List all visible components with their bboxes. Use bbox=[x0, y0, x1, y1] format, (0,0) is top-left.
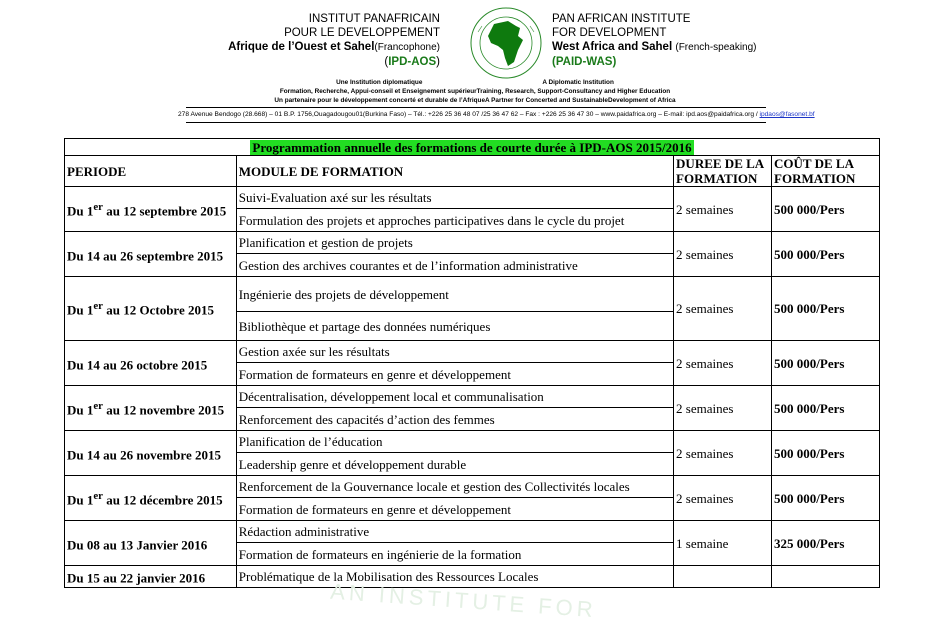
tagline-fr: Une Institution diplomatique bbox=[336, 79, 423, 86]
tagline bbox=[180, 78, 770, 105]
duration-cell: 2 semaines bbox=[674, 232, 772, 277]
table-title: Programmation annuelle des formations de courte durée à IPD-AOS 2015/2016 bbox=[65, 139, 880, 156]
table-row bbox=[65, 341, 880, 363]
period-cell: Du 1er au 12 Octobre 2015 bbox=[65, 277, 237, 341]
period-cell: Du 14 au 26 septembre 2015 bbox=[65, 232, 237, 277]
acronym-fr: (IPD-AOS) bbox=[384, 56, 440, 68]
module-cell: Formulation des projets et approches participatives dans le cycle du projet bbox=[236, 209, 673, 232]
table-title-row bbox=[65, 139, 880, 156]
table-row bbox=[65, 187, 880, 209]
region-fr: Afrique de l’Ouest et Sahel(Francophone) bbox=[228, 41, 440, 53]
period-cell: Du 1er au 12 septembre 2015 bbox=[65, 187, 237, 232]
module-cell: Renforcement des capacités d’action des femmes bbox=[236, 408, 673, 431]
module-cell: Formation de formateurs en genre et développement bbox=[236, 498, 673, 521]
contact-address: 278 Avenue Bendogo (28.668) – 01 B.P. 1756,Ouagadougou01(Burkina Faso) – Tél.: +226 25 36 48 07 /25 36 47 62 – Fax : +226 25 36 47 30 – www.paidafrica.org – E-mail: ipd.aos@paidafrica.org / ipdaos@fasonet.bf bbox=[178, 111, 815, 118]
cost-cell: 500 000/Pers bbox=[772, 431, 880, 476]
module-cell: Formation de formateurs en genre et développement bbox=[236, 363, 673, 386]
training-schedule-table bbox=[64, 138, 880, 588]
header-cout: COÛT DE LA FORMATION bbox=[772, 156, 880, 187]
duration-cell bbox=[674, 566, 772, 588]
table-row bbox=[65, 521, 880, 543]
duration-cell: 2 semaines bbox=[674, 476, 772, 521]
duration-cell: 2 semaines bbox=[674, 341, 772, 386]
period-cell: Du 14 au 26 novembre 2015 bbox=[65, 431, 237, 476]
acronym-en: (PAID-WAS) bbox=[552, 56, 617, 68]
table-row bbox=[65, 232, 880, 254]
table-header-row bbox=[65, 156, 880, 187]
period-cell: Du 15 au 22 janvier 2016 bbox=[65, 566, 237, 588]
module-cell: Décentralisation, développement local et communalisation bbox=[236, 386, 673, 408]
address-divider bbox=[186, 122, 766, 123]
cost-cell: 500 000/Pers bbox=[772, 187, 880, 232]
table-row bbox=[65, 277, 880, 312]
period-cell: Du 08 au 13 Janvier 2016 bbox=[65, 521, 237, 566]
module-cell: Gestion axée sur les résultats bbox=[236, 341, 673, 363]
module-cell: Formation de formateurs en ingénierie de la formation bbox=[236, 543, 673, 566]
module-cell: Bibliothèque et partage des données numériques bbox=[236, 312, 673, 341]
duration-cell: 2 semaines bbox=[674, 431, 772, 476]
table-row bbox=[65, 566, 880, 588]
table-row bbox=[65, 431, 880, 453]
duration-cell: 2 semaines bbox=[674, 386, 772, 431]
module-cell: Renforcement de la Gouvernance locale et gestion des Collectivités locales bbox=[236, 476, 673, 498]
module-cell: Gestion des archives courantes et de l’information administrative bbox=[236, 254, 673, 277]
institute-name-fr-2: POUR LE DEVELOPPEMENT bbox=[284, 27, 440, 39]
module-cell: Rédaction administrative bbox=[236, 521, 673, 543]
module-cell: Planification de l’éducation bbox=[236, 431, 673, 453]
region-en: West Africa and Sahel (French-speaking) bbox=[552, 41, 757, 53]
module-cell: Planification et gestion de projets bbox=[236, 232, 673, 254]
period-cell: Du 1er au 12 décembre 2015 bbox=[65, 476, 237, 521]
cost-cell: 500 000/Pers bbox=[772, 341, 880, 386]
cost-cell bbox=[772, 566, 880, 588]
watermark: AN INSTITUTE FOR bbox=[329, 578, 598, 623]
module-cell: Suivi-Evaluation axé sur les résultats bbox=[236, 187, 673, 209]
header-right bbox=[552, 12, 812, 69]
cost-cell: 500 000/Pers bbox=[772, 476, 880, 521]
duration-cell: 1 semaine bbox=[674, 521, 772, 566]
module-cell: Leadership genre et développement durable bbox=[236, 453, 673, 476]
period-cell: Du 1er au 12 novembre 2015 bbox=[65, 386, 237, 431]
cost-cell: 325 000/Pers bbox=[772, 521, 880, 566]
table-row bbox=[65, 386, 880, 408]
duration-cell: 2 semaines bbox=[674, 187, 772, 232]
table-row bbox=[65, 476, 880, 498]
institute-name-en-1: PAN AFRICAN INSTITUTE bbox=[552, 13, 691, 25]
cost-cell: 500 000/Pers bbox=[772, 386, 880, 431]
header-divider bbox=[186, 107, 766, 108]
header-duree: DUREE DE LA FORMATION bbox=[674, 156, 772, 187]
tagline-mission: Formation, Recherche, Appui-conseil et Enseignement supérieurTraining, Research, Support-Consultancy and Higher Education bbox=[279, 88, 671, 95]
cost-cell: 500 000/Pers bbox=[772, 232, 880, 277]
module-cell: Ingénierie des projets de développement bbox=[236, 277, 673, 312]
institute-name-fr-1: INSTITUT PANAFRICAIN bbox=[308, 13, 440, 25]
header-module: MODULE DE FORMATION bbox=[236, 156, 673, 187]
tagline-en: A Diplomatic Institution bbox=[542, 79, 614, 86]
email-link[interactable]: ipdaos@fasonet.bf bbox=[759, 111, 815, 118]
institute-name-en-2: FOR DEVELOPMENT bbox=[552, 27, 667, 39]
header-left bbox=[190, 12, 440, 69]
institute-logo-icon bbox=[468, 6, 544, 80]
tagline-partner: Un partenaire pour le développement concerté et durable de l’AfriqueA Partner for Concerted and SustainableDevelopment of Africa bbox=[274, 97, 676, 104]
duration-cell: 2 semaines bbox=[674, 277, 772, 341]
cost-cell: 500 000/Pers bbox=[772, 277, 880, 341]
module-cell: Problématique de la Mobilisation des Ressources Locales bbox=[236, 566, 673, 588]
period-cell: Du 14 au 26 octobre 2015 bbox=[65, 341, 237, 386]
header-periode: PERIODE bbox=[65, 156, 237, 187]
